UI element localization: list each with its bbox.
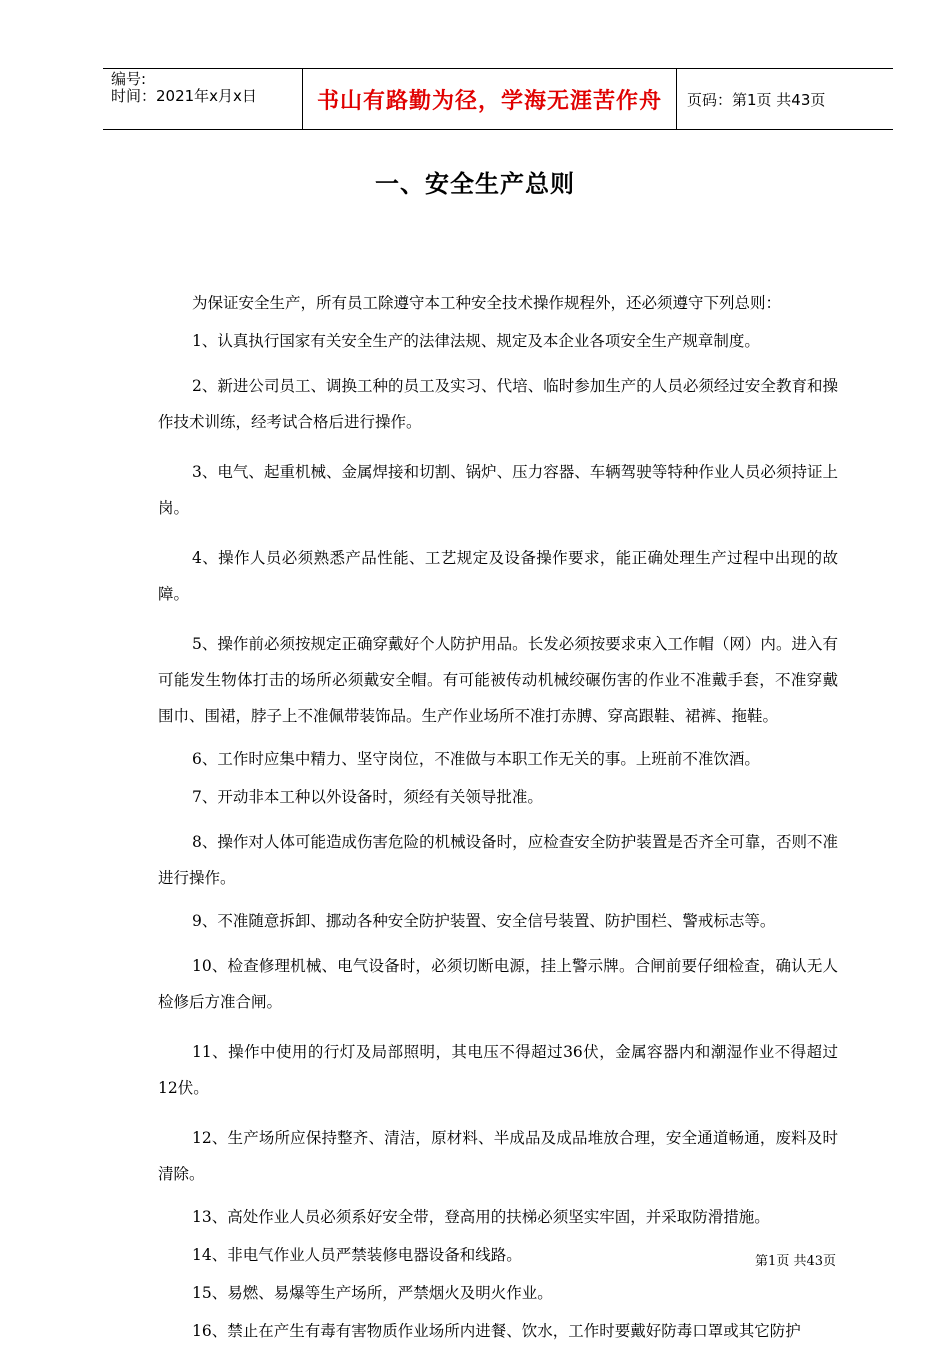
document-body [158, 292, 838, 1358]
paragraph-11: 11、操作中使用的行灯及局部照明，其电压不得超过36伏，金属容器内和潮湿作业不得超过12伏。 [158, 1043, 838, 1097]
paragraph-12: 12、生产场所应保持整齐、清洁，原材料、半成品及成品堆放合理，安全通道畅通，废料及时清除。 [158, 1129, 838, 1183]
page-footer: 第1页 共43页 [755, 1254, 836, 1269]
paragraph-1: 1、认真执行国家有关安全生产的法律法规、规定及本企业各项安全生产规章制度。 [192, 332, 760, 350]
number-label: 编号: [111, 70, 147, 88]
header-motto: 书山有路勤为径，学海无涯苦作舟 [303, 69, 677, 129]
paragraph-16: 16、禁止在产生有毒有害物质作业场所内进餐、饮水，工作时要戴好防毒口罩或其它防护 [192, 1322, 801, 1340]
paragraph-4: 4、操作人员必须熟悉产品性能、工艺规定及设备操作要求，能正确处理生产过程中出现的故障。 [158, 549, 838, 603]
header-meta [103, 69, 303, 129]
paragraph-2: 2、新进公司员工、调换工种的员工及实习、代培、临时参加生产的人员必须经过安全教育和操作技术训练，经考试合格后进行操作。 [158, 377, 838, 431]
paragraph-14: 14、非电气作业人员严禁装修电器设备和线路。 [192, 1246, 522, 1264]
header-page-info: 页码：第1页 共43页 [687, 90, 826, 109]
paragraph-6: 6、工作时应集中精力、坚守岗位，不准做与本职工作无关的事。上班前不准饮酒。 [192, 750, 760, 768]
paragraph-9: 9、不准随意拆卸、挪动各种安全防护装置、安全信号装置、防护围栏、警戒标志等。 [192, 912, 776, 930]
page-header [103, 68, 893, 130]
paragraph-3: 3、电气、起重机械、金属焊接和切割、锅炉、压力容器、车辆驾驶等特种作业人员必须持证上岗。 [158, 463, 838, 517]
time-label: 时间：2021年x月x日 [111, 87, 257, 105]
document-title: 一、安全生产总则 [375, 170, 575, 198]
paragraph-7: 7、开动非本工种以外设备时，须经有关领导批准。 [192, 788, 543, 806]
paragraph-15: 15、易燃、易爆等生产场所，严禁烟火及明火作业。 [192, 1284, 553, 1302]
paragraph-13: 13、高处作业人员必须系好安全带，登高用的扶梯必须坚实牢固，并采取防滑措施。 [192, 1208, 770, 1226]
paragraph-10: 10、检查修理机械、电气设备时，必须切断电源，挂上警示牌。合闸前要仔细检查，确认无人检修后方准合闸。 [158, 957, 838, 1011]
paragraph-intro: 为保证安全生产，所有员工除遵守本工种安全技术操作规程外，还必须遵守下列总则： [192, 294, 782, 312]
paragraph-5: 5、操作前必须按规定正确穿戴好个人防护用品。长发必须按要求束入工作帽（网）内。进入有可能发生物体打击的场所必须戴安全帽。有可能被传动机械绞碾伤害的作业不准戴手套，不准穿戴围巾、围裙，脖子上不准佩带装饰品。生产作业场所不准打赤膊、穿高跟鞋、裙裤、拖鞋。 [158, 635, 838, 725]
paragraph-8: 8、操作对人体可能造成伤害危险的机械设备时，应检查安全防护装置是否齐全可靠，否则不准进行操作。 [158, 833, 838, 887]
